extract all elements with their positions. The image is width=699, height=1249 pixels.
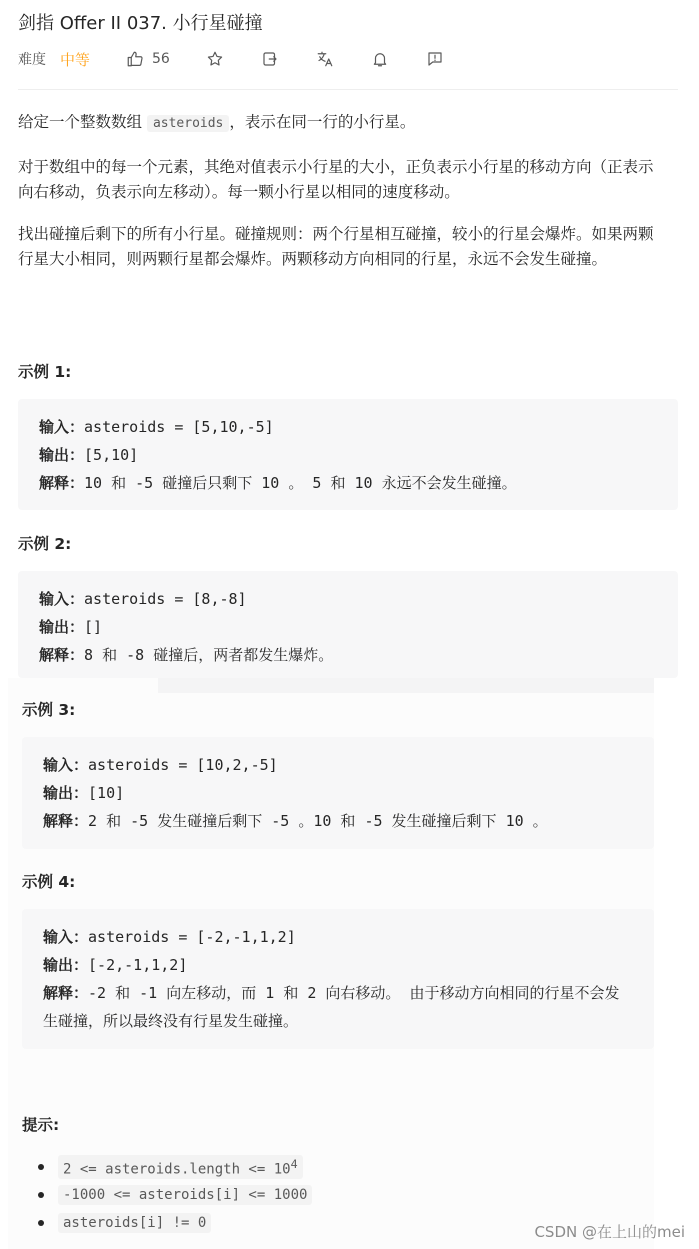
explanation-label: 解释： <box>39 646 85 664</box>
description-text: 给定一个整数数组 <box>18 113 147 131</box>
example-explanation: 10 和 -5 碰撞后只剩下 10 。 5 和 10 永远不会发生碰撞。 <box>84 474 517 492</box>
translate-button[interactable] <box>316 50 334 68</box>
example-explanation: -2 和 -1 向左移动，而 1 和 2 向右移动。 由于移动方向相同的行星不会发生碰撞，所以最终没有行星发生碰撞。 <box>43 984 620 1030</box>
example-input-row <box>39 585 657 613</box>
csdn-watermark: CSDN @在上山的mei <box>534 1223 685 1241</box>
divider <box>18 89 678 90</box>
tips-list <box>58 1153 312 1237</box>
tip-code: -1000 <= asteroids[i] <= 1000 <box>58 1185 312 1205</box>
example-explanation: 2 和 -5 发生碰撞后剩下 -5 。10 和 -5 发生碰撞后剩下 10 。 <box>88 812 548 830</box>
example-3-block <box>22 737 654 849</box>
tip-code <box>58 1155 303 1180</box>
example-output-row <box>43 779 633 807</box>
example-1-block <box>18 399 678 510</box>
example-input-row <box>43 751 633 779</box>
feedback-icon <box>426 50 444 68</box>
difficulty-value: 中等 <box>60 50 91 69</box>
tip-item <box>58 1181 312 1209</box>
problem-meta-bar <box>18 46 444 72</box>
example-output-row <box>39 441 657 469</box>
input-label: 输入： <box>43 756 89 774</box>
star-icon <box>206 50 224 68</box>
example-input: asteroids = [-2,-1,1,2] <box>88 928 296 946</box>
tip-text: 2 <= asteroids.length <= 10 <box>63 1161 291 1178</box>
explanation-label: 解释： <box>43 984 89 1002</box>
input-label: 输入： <box>39 418 85 436</box>
example-input-row <box>39 413 657 441</box>
example-input: asteroids = [8,-8] <box>84 590 247 608</box>
tip-superscript: 4 <box>290 1156 298 1171</box>
example-output: [10] <box>88 784 125 802</box>
notification-button[interactable] <box>371 50 389 68</box>
example-3-heading: 示例 3: <box>22 701 76 719</box>
example-output: [-2,-1,1,2] <box>88 956 188 974</box>
input-label: 输入： <box>43 928 89 946</box>
input-label: 输入： <box>39 590 85 608</box>
tips-heading: 提示: <box>22 1116 60 1134</box>
example-1-heading: 示例 1: <box>18 363 72 381</box>
output-label: 输出： <box>43 956 89 974</box>
tip-item <box>58 1153 312 1181</box>
example-output-row <box>39 613 657 641</box>
description-paragraph-2: 对于数组中的每一个元素，其绝对值表示小行星的大小，正负表示小行星的移动方向（正表示向右移动，负表示向左移动）。每一颗小行星以相同的速度移动。 <box>18 158 654 201</box>
example-output: [] <box>84 618 103 636</box>
share-icon <box>261 50 279 68</box>
example-4-block <box>22 909 654 1049</box>
favorite-button[interactable] <box>206 50 224 68</box>
thumbs-up-icon <box>126 50 144 68</box>
example-explanation: 8 和 -8 碰撞后，两者都发生爆炸。 <box>84 646 334 664</box>
example-input: asteroids = [5,10,-5] <box>84 418 274 436</box>
like-count: 56 <box>152 51 170 67</box>
explanation-label: 解释： <box>43 812 89 830</box>
like-button[interactable] <box>126 50 170 68</box>
tip-item <box>58 1209 312 1237</box>
example-explanation-row <box>43 807 633 835</box>
example-4-heading: 示例 4: <box>22 873 76 891</box>
example-input: asteroids = [10,2,-5] <box>88 756 278 774</box>
output-label: 输出： <box>43 784 89 802</box>
translate-icon <box>316 50 334 68</box>
example-2-heading: 示例 2: <box>18 535 72 553</box>
example-2-block <box>18 571 678 678</box>
example-output: [5,10] <box>84 446 139 464</box>
description-paragraph-3: 找出碰撞后剩下的所有小行星。碰撞规则：两个行星相互碰撞，较小的行星会爆炸。如果两颗行星大小相同，则两颗行星都会爆炸。两颗移动方向相同的行星，永远不会发生碰撞。 <box>18 225 654 268</box>
bell-icon <box>371 50 389 68</box>
output-label: 输出： <box>39 618 85 636</box>
tip-code: asteroids[i] != 0 <box>58 1213 211 1233</box>
inline-code-asteroids: asteroids <box>147 115 229 132</box>
feedback-button[interactable] <box>426 50 444 68</box>
description-paragraph-1 <box>18 110 668 136</box>
problem-title: 剑指 Offer II 037. 小行星碰撞 <box>18 13 263 34</box>
example-output-row <box>43 951 630 979</box>
share-button[interactable] <box>261 50 279 68</box>
example-explanation-row <box>43 979 630 1035</box>
example-explanation-row <box>39 469 657 497</box>
output-label: 输出： <box>39 446 85 464</box>
example-explanation-row <box>39 641 657 669</box>
panel-seam <box>158 678 654 693</box>
difficulty-label: 难度 <box>18 52 46 68</box>
description-text: ，表示在同一行的小行星。 <box>229 113 416 131</box>
explanation-label: 解释： <box>39 474 85 492</box>
example-input-row <box>43 923 630 951</box>
